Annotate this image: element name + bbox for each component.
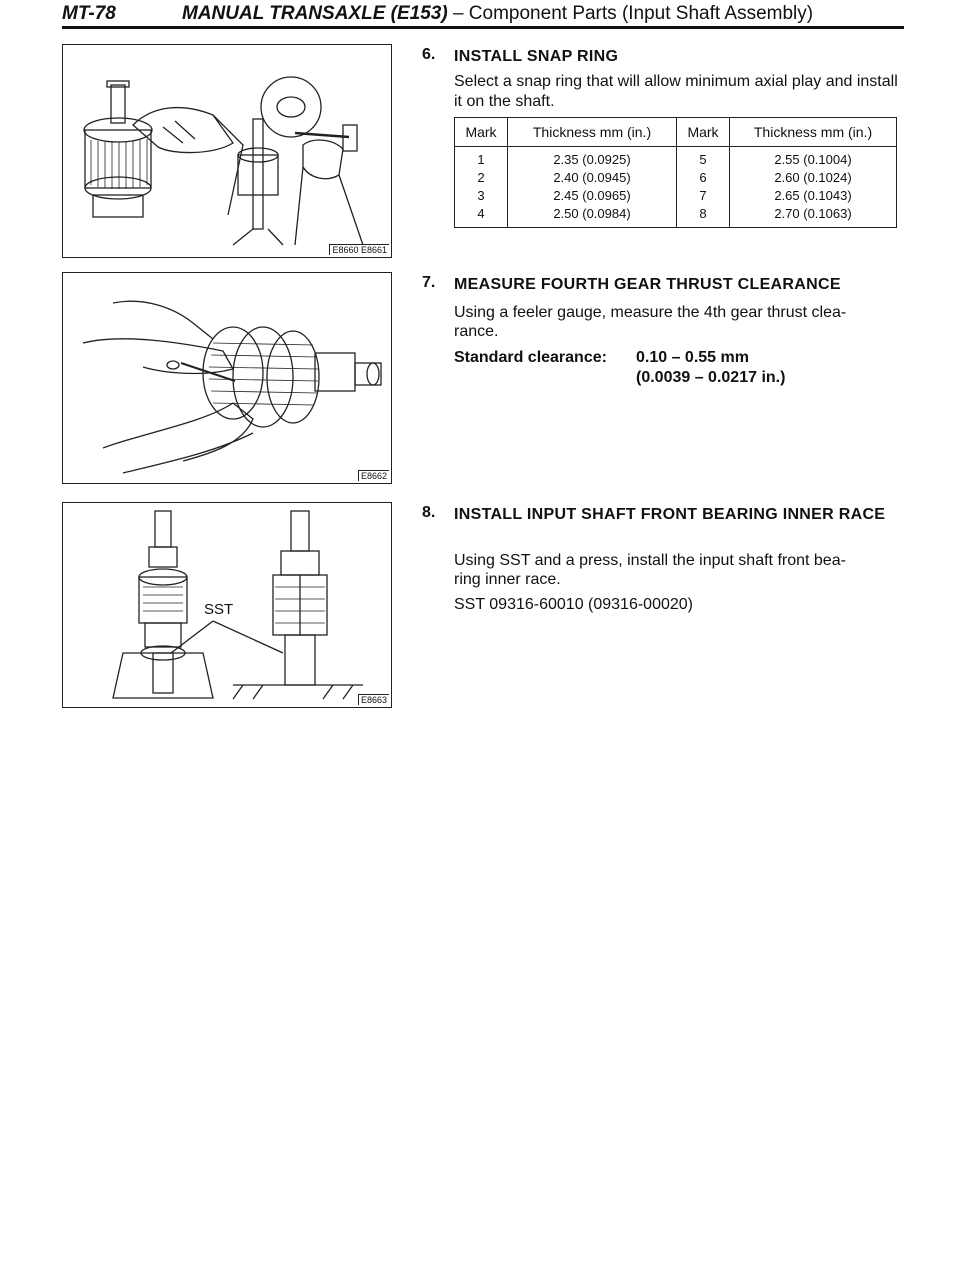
cell-mark: 2 [455, 169, 508, 187]
col-header-mark: Mark [677, 118, 730, 147]
page-header [62, 3, 900, 27]
table-row [455, 169, 897, 187]
step-title: INSTALL INPUT SHAFT FRONT BEARING INNER RACE [454, 506, 886, 523]
cell-mark: 7 [677, 187, 730, 205]
page-code: MT-78 [62, 3, 116, 24]
spec-value-mm: 0.10 – 0.55 mm [636, 349, 749, 366]
step-install-snap-ring [422, 46, 906, 112]
table-header-row [455, 118, 897, 147]
cell-mark: 8 [677, 205, 730, 228]
cell-mark: 5 [677, 147, 730, 170]
snap-ring-thickness-table [454, 117, 897, 228]
step-body-line: Using SST and a press, install the input shaft front bea- [454, 552, 846, 569]
table-row [455, 187, 897, 205]
page-title-rest: – Component Parts (Input Shaft Assembly) [447, 3, 814, 24]
step-title: INSTALL SNAP RING [454, 48, 619, 65]
clearance-spec [454, 348, 906, 386]
spec-value-in: (0.0039 – 0.0217 in.) [636, 369, 786, 386]
cell-thickness: 2.55 (0.1004) [730, 147, 897, 170]
table-row [455, 147, 897, 170]
step-body-line: rance. [454, 323, 499, 340]
step-install-bearing-inner-race [422, 504, 906, 614]
step-body-line: Using a feeler gauge, measure the 4th gear thrust clea- [454, 304, 847, 321]
table-row [455, 205, 897, 228]
figure-snap-ring [62, 44, 392, 258]
figure-code: E8663 [358, 694, 389, 705]
cell-mark: 1 [455, 147, 508, 170]
cell-thickness: 2.35 (0.0925) [508, 147, 677, 170]
figure-code: E8662 [358, 470, 389, 481]
cell-thickness: 2.40 (0.0945) [508, 169, 677, 187]
sst-part-number: SST 09316-60010 (09316-00020) [454, 596, 693, 613]
step-measure-thrust-clearance [422, 274, 906, 384]
step-number: 7. [422, 274, 436, 291]
figure-thrust-clearance [62, 272, 392, 484]
spec-label: Standard clearance: [454, 349, 607, 366]
step-body: Select a snap ring that will allow minimum axial play and install it on the shaft. [454, 73, 898, 110]
cell-mark: 4 [455, 205, 508, 228]
cell-thickness: 2.50 (0.0984) [508, 205, 677, 228]
figure-bearing-press [62, 502, 392, 708]
page-title [182, 3, 813, 25]
feeler-gauge-illustration [63, 273, 390, 482]
step-title: MEASURE FOURTH GEAR THRUST CLEARANCE [454, 276, 841, 293]
figure-code: E8660 E8661 [329, 244, 389, 255]
cell-mark: 6 [677, 169, 730, 187]
cell-thickness: 2.60 (0.1024) [730, 169, 897, 187]
step-number: 6. [422, 46, 436, 63]
step-body-line: ring inner race. [454, 571, 561, 588]
sst-label: SST [204, 601, 234, 618]
snap-ring-illustration [63, 45, 390, 256]
cell-mark: 3 [455, 187, 508, 205]
cell-thickness: 2.45 (0.0965) [508, 187, 677, 205]
col-header-thickness: Thickness mm (in.) [508, 118, 677, 147]
header-rule [62, 26, 904, 29]
col-header-mark: Mark [455, 118, 508, 147]
cell-thickness: 2.70 (0.1063) [730, 205, 897, 228]
col-header-thickness: Thickness mm (in.) [730, 118, 897, 147]
cell-thickness: 2.65 (0.1043) [730, 187, 897, 205]
page-title-bold: MANUAL TRANSAXLE (E153) [182, 3, 448, 24]
step-number: 8. [422, 504, 436, 521]
